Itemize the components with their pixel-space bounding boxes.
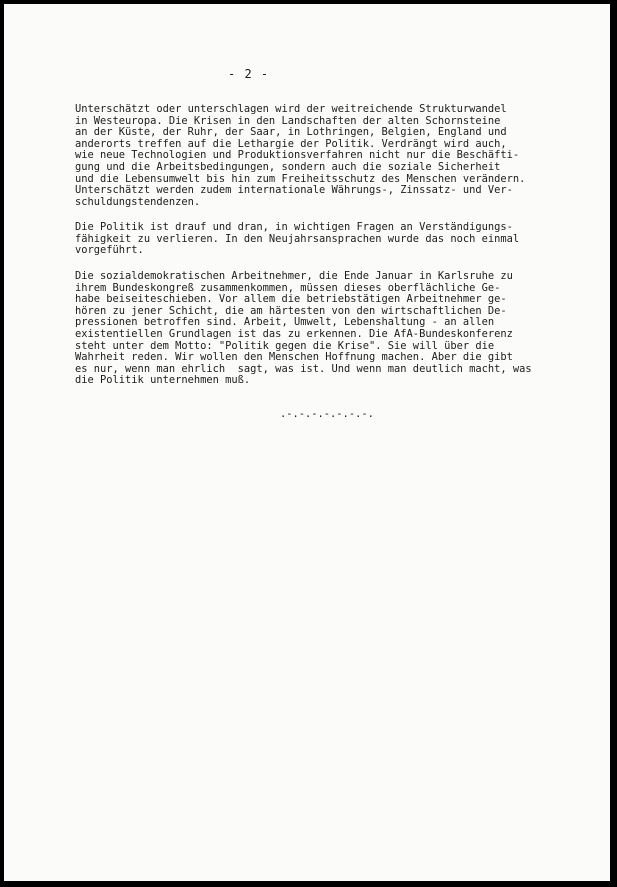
text-line: Die Politik ist drauf und dran, in wichtigen Fragen an Verständigungs- xyxy=(75,221,513,233)
text-line: die Politik unternehmen muß. xyxy=(75,374,251,387)
text-line: ihrem Bundeskongreß zusammenkommen, müssen dieses oberflächliche Ge- xyxy=(75,281,501,294)
text-line: Wahrheit reden. Wir wollen den Menschen Hoffnung machen. Aber die gibt xyxy=(75,351,513,364)
paragraph-structural-change xyxy=(75,104,525,208)
text-line: fähigkeit zu verlieren. In den Neujahrsansprachen wurde das noch einmal xyxy=(75,232,520,245)
text-line: Unterschätzt oder unterschlagen wird der weitreichende Strukturwandel xyxy=(75,103,507,115)
page-number: - 2 - xyxy=(228,67,270,81)
text-line: vorgeführt. xyxy=(75,244,144,257)
text-line: Unterschätzt werden zudem internationale Währungs-, Zinssatz- und Ver- xyxy=(75,184,513,197)
text-line: habe beiseiteschieben. Vor allem die betriebstätigen Arbeitnehmer ge- xyxy=(75,293,507,306)
paragraph-afa-conference xyxy=(75,271,532,387)
text-line: anderorts treffen auf die Lethargie der Politik. Verdrängt wird auch, xyxy=(75,137,507,150)
text-line: pressionen betroffen sind. Arbeit, Umwelt, Lebenshaltung - an allen xyxy=(75,316,495,329)
text-line: wie neue Technologien und Produktionsverfahren nicht nur die Beschäfti- xyxy=(75,149,520,162)
paragraph-politics xyxy=(75,222,519,257)
text-line: in Westeuropa. Die Krisen in den Landschaften der alten Schornsteine xyxy=(75,114,501,127)
end-of-text-mark: .-.-.-.-.-.-.-. xyxy=(280,408,374,420)
text-line: steht unter dem Motto: "Politik gegen die Krise". Sie will über die xyxy=(75,339,495,352)
text-line: hören zu jener Schicht, die am härtesten von den wirtschaftlichen De- xyxy=(75,304,507,317)
text-line: schuldungstendenzen. xyxy=(75,195,201,208)
text-line: es nur, wenn man ehrlich sagt, was ist. Und wenn man deutlich macht, was xyxy=(75,362,532,375)
text-line: an der Küste, der Ruhr, der Saar, in Lothringen, Belgien, England und xyxy=(75,126,507,139)
document-page xyxy=(4,4,610,881)
text-line: Die sozialdemokratischen Arbeitnehmer, die Ende Januar in Karlsruhe zu xyxy=(75,270,513,282)
text-line: existentiellen Grundlagen ist das zu erkennen. Die AfA-Bundeskonferenz xyxy=(75,327,513,340)
text-line: gung und die Arbeitsbedingungen, sondern auch die soziale Sicherheit xyxy=(75,160,501,173)
text-line: und die Lebensumwelt bis hin zum Freiheitsschutz des Menschen verändern. xyxy=(75,172,526,185)
